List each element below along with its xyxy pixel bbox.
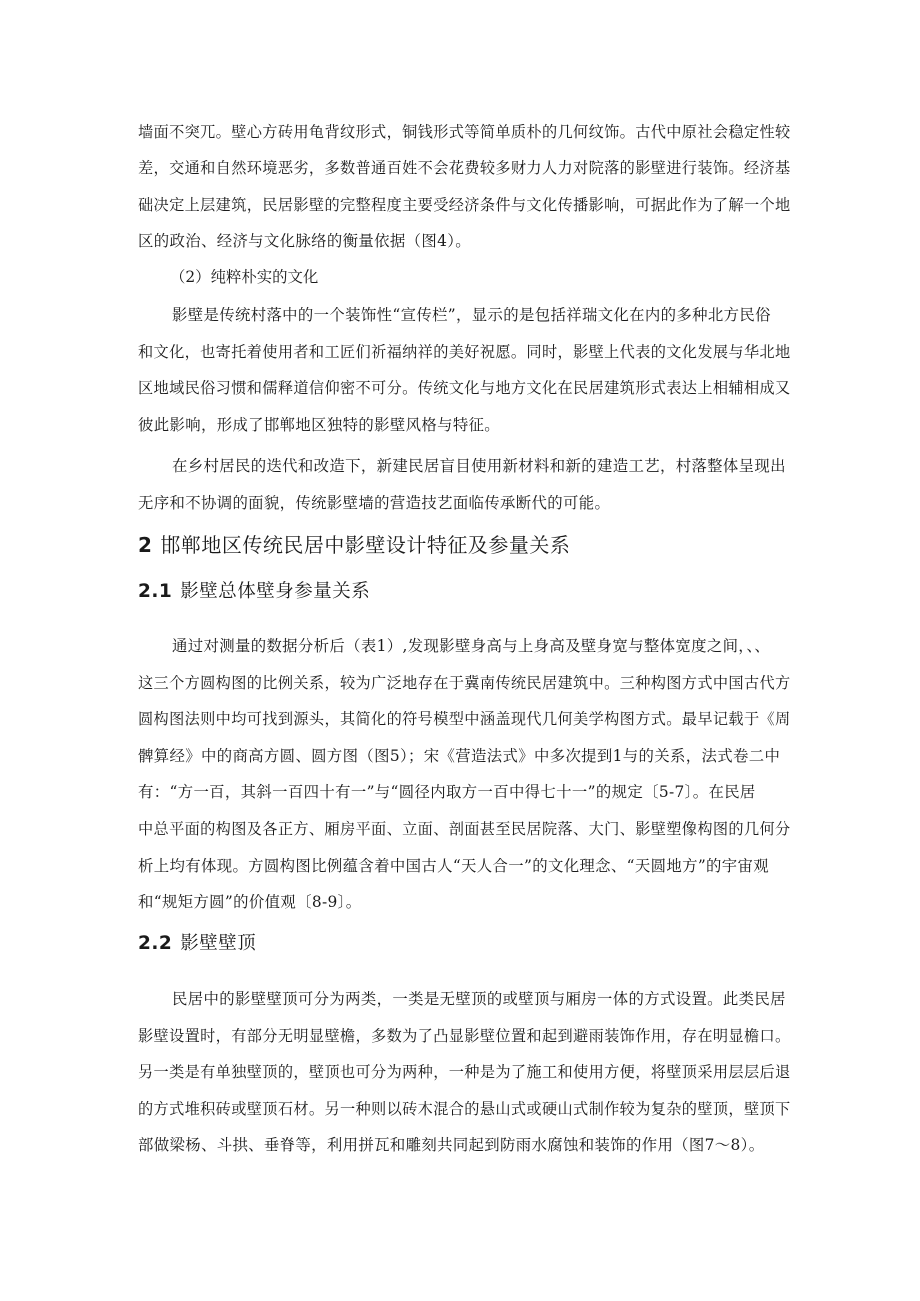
text-line: 的方式堆积砖或壁顶石材。另一种则以砖木混合的悬山式或硬山式制作较为复杂的壁顶，壁顶下 xyxy=(138,1100,791,1118)
text-line: 部做梁杨、斗拱、垂脊等，利用拼瓦和雕刻共同起到防雨水腐蚀和装饰的作用（图7～8）。 xyxy=(138,1136,765,1154)
subheading-pure-culture: （2）纯粹朴实的文化 xyxy=(170,268,319,286)
section-heading-2 xyxy=(138,531,570,559)
text-line: 影壁设置时，有部分无明显壁檐，多数为了凸显影壁位置和起到避雨装饰作用，存在明显檐口。 xyxy=(138,1027,791,1045)
section-number: 2 xyxy=(138,533,153,557)
text-line: 影壁是传统村落中的一个装饰性“宣传栏”，显示的是包括祥瑞文化在内的多种北方民俗 xyxy=(172,306,771,324)
text-line: 民居中的影壁壁顶可分为两类，一类是无壁顶的或壁顶与厢房一体的方式设置。此类民居 xyxy=(172,990,786,1008)
section-heading-2-2 xyxy=(138,931,256,957)
text-line: 中总平面的构图及各正方、厢房平面、立面、剖面甚至民居院落、大门、影壁塑像构图的几何分 xyxy=(138,820,791,838)
text-line: 和“规矩方圆”的价值观〔8-9〕。 xyxy=(138,893,362,911)
text-line: 彼此影响，形成了邯郸地区独特的影壁风格与特征。 xyxy=(138,416,501,434)
text-line: 区的政治、经济与文化脉络的衡量依据（图4）。 xyxy=(138,232,471,250)
section-title: 邯郸地区传统民居中影壁设计特征及参量关系 xyxy=(160,533,571,557)
text-line: 圆构图法则中均可找到源头，其简化的符号模型中涵盖现代几何美学构图方式。最早记载于《周 xyxy=(138,710,791,728)
text-line: 髀算经》中的商高方圆、圆方图（图5）；宋《营造法式》中多次提到1与的关系，法式卷二中 xyxy=(138,747,781,765)
text-line: 差，交通和自然环境恶劣，多数普通百姓不会花费较多财力人力对院落的影壁进行装饰。经济基 xyxy=(138,159,791,177)
text-line: 另一类是有单独壁顶的，壁顶也可分为两种，一种是为了施工和使用方便，将壁顶采用层层后退 xyxy=(138,1063,791,1081)
text-line: 和文化，也寄托着使用者和工匠们祈福纳祥的美好祝愿。同时，影壁上代表的文化发展与华北地 xyxy=(138,343,791,361)
text-line: 区地域民俗习惯和儒释道信仰密不可分。传统文化与地方文化在民居建筑形式表达上相辅相成又 xyxy=(138,379,791,397)
section-title: 影壁壁顶 xyxy=(180,933,257,954)
text-line: 墙面不突兀。壁心方砖用龟背纹形式，铜钱形式等简单质朴的几何纹饰。古代中原社会稳定性较 xyxy=(138,123,791,141)
section-title: 影壁总体壁身参量关系 xyxy=(180,581,371,602)
text-line: 通过对测量的数据分析后（表1）,发现影壁身高与上身高及壁身宽与整体宽度之间，、、 xyxy=(172,637,771,655)
section-number: 2.1 xyxy=(138,581,173,602)
text-line: 础决定上层建筑，民居影壁的完整程度主要受经济条件与文化传播影响，可据此作为了解一个地 xyxy=(138,196,791,214)
text-line: 析上均有体现。方圆构图比例蕴含着中国古人“天人合一”的文化理念、“天圆地方”的宇宙观 xyxy=(138,857,770,875)
section-number: 2.2 xyxy=(138,933,173,954)
text-line: 在乡村居民的迭代和改造下，新建民居盲目使用新材料和新的建造工艺，村落整体呈现出 xyxy=(172,457,786,475)
text-line: 这三个方圆构图的比例关系，较为广泛地存在于冀南传统民居建筑中。三种构图方式中国古代方 xyxy=(138,674,791,692)
text-line: 无序和不协调的面貌，传统影壁墙的营造技艺面临传承断代的可能。 xyxy=(138,494,611,512)
section-heading-2-1 xyxy=(138,579,370,605)
text-line: 有：“方一百，其斜一百四十有一”与“圆径内取方一百中得七十一”的规定〔5-7〕。在民居 xyxy=(138,783,756,801)
